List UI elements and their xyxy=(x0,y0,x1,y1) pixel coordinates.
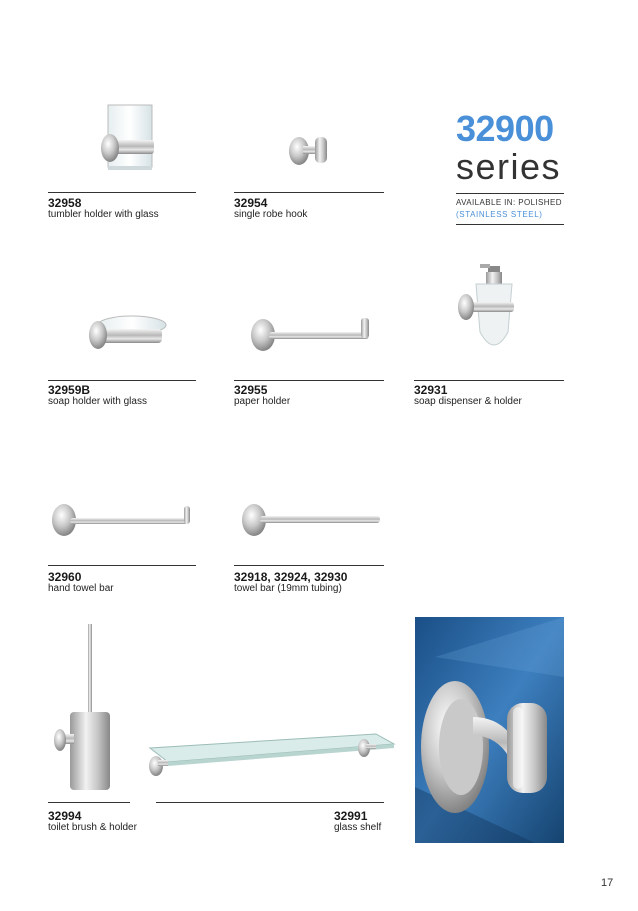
product-code: 32918, 32924, 32930 xyxy=(234,570,348,584)
toilet-brush-image xyxy=(52,622,122,794)
series-number: 32900 xyxy=(456,108,554,149)
product-rule xyxy=(48,192,196,193)
product-rule xyxy=(234,380,384,381)
product-rule xyxy=(48,565,196,566)
product-code: 32994 xyxy=(48,809,82,823)
product-description: paper holder xyxy=(234,396,291,407)
product-rule xyxy=(234,565,384,566)
product-code: 32955 xyxy=(234,383,268,397)
product-description: soap dispenser & holder xyxy=(414,396,522,407)
page-number: 17 xyxy=(601,877,614,889)
availability-text: AVAILABLE IN: POLISHED xyxy=(456,198,562,207)
series-rule-bottom xyxy=(456,224,564,225)
product-description: toilet brush & holder xyxy=(48,822,137,833)
glass-shelf-image xyxy=(146,728,396,778)
towel-bar-image xyxy=(238,500,383,540)
product-description: tumbler holder with glass xyxy=(48,209,159,220)
robe-hook-photo xyxy=(415,617,564,843)
product-code: 32991 xyxy=(334,809,368,823)
product-code: 32958 xyxy=(48,196,82,210)
soap-holder-image xyxy=(82,305,172,355)
product-description: soap holder with glass xyxy=(48,396,147,407)
finish-text: (STAINLESS STEEL) xyxy=(456,210,543,219)
product-description: glass shelf xyxy=(334,822,382,833)
soap-dispenser-image xyxy=(452,262,522,362)
product-rule xyxy=(156,802,384,803)
product-description: single robe hook xyxy=(234,209,308,220)
series-rule-top xyxy=(456,193,564,194)
product-rule xyxy=(234,192,384,193)
tumbler-holder-image xyxy=(100,100,170,180)
product-code: 32931 xyxy=(414,383,448,397)
product-description: towel bar (19mm tubing) xyxy=(234,583,342,594)
robe-hook-image xyxy=(285,130,335,170)
product-description: hand towel bar xyxy=(48,583,114,594)
product-code: 32954 xyxy=(234,196,268,210)
series-word: series xyxy=(456,146,562,187)
paper-holder-image xyxy=(245,310,375,360)
product-rule xyxy=(414,380,564,381)
product-rule xyxy=(48,380,196,381)
product-code: 32960 xyxy=(48,570,82,584)
product-rule xyxy=(48,802,130,803)
product-code: 32959B xyxy=(48,383,91,397)
hand-towel-bar-image xyxy=(48,500,196,540)
